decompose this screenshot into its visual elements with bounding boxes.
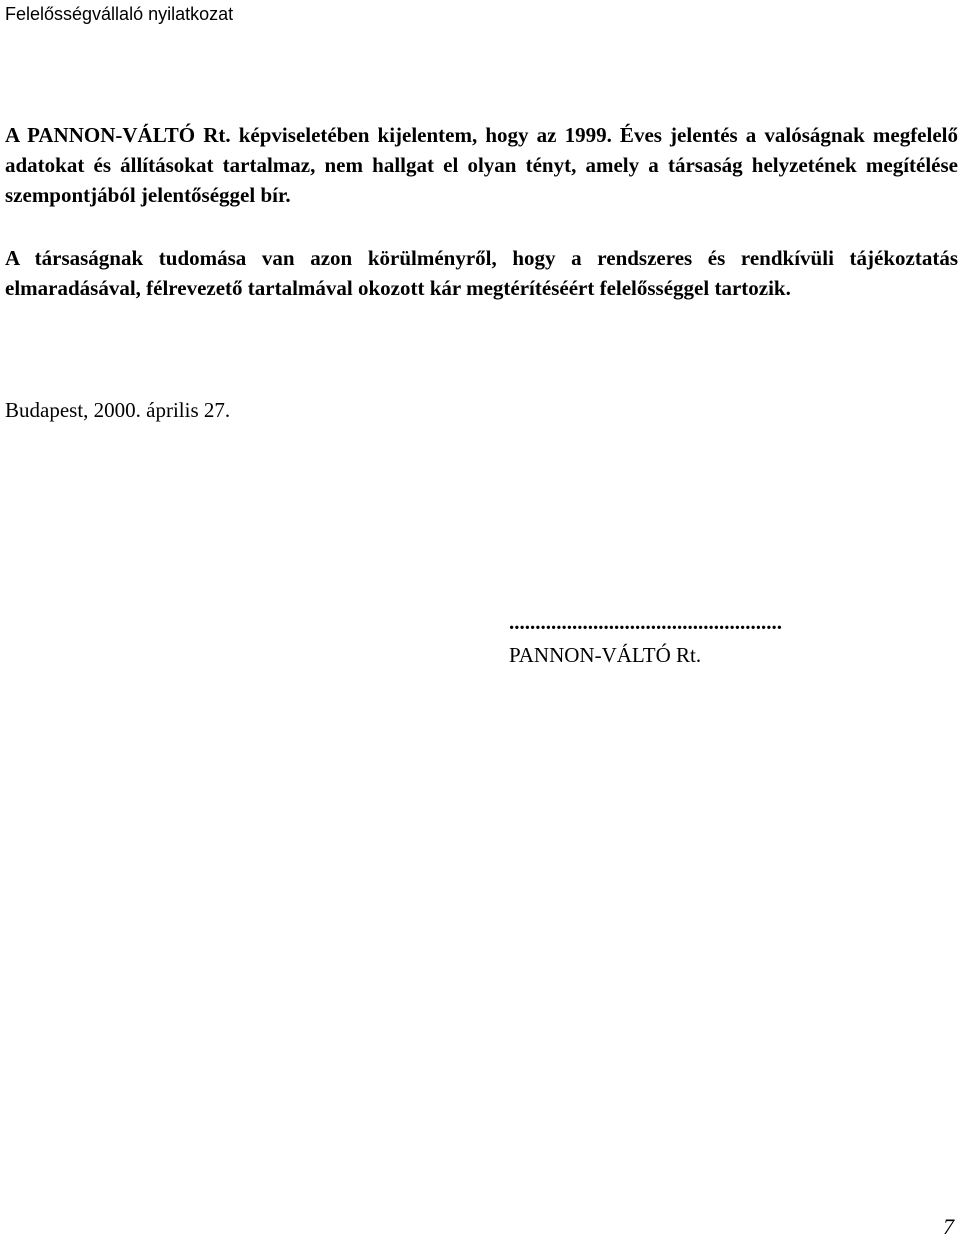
declaration-paragraph: A PANNON-VÁLTÓ Rt. képviseletében kijelentem, hogy az 1999. Éves jelentés a valóságnak megfelelő adatokat és állításokat tartalmaz, nem hallgat el olyan tényt, amely a társaság helyzetének megítélése szempontjából jelentőséggel bír.	[5, 123, 958, 207]
document-title: Felelősségvállaló nyilatkozat	[5, 4, 234, 24]
page-number: 7	[943, 1214, 954, 1239]
place-date: Budapest, 2000. április 27.	[5, 398, 231, 422]
signatory-name: PANNON-VÁLTÓ Rt.	[509, 643, 702, 667]
liability-paragraph: A társaságnak tudomása van azon körülményről, hogy a rendszeres és rendkívüli tájékoztatás elmaradásával, félrevezető tartalmával okozott kár megtérítéséért felelősséggel tartozik.	[5, 246, 958, 300]
signature-line: ....................................................	[509, 610, 782, 634]
